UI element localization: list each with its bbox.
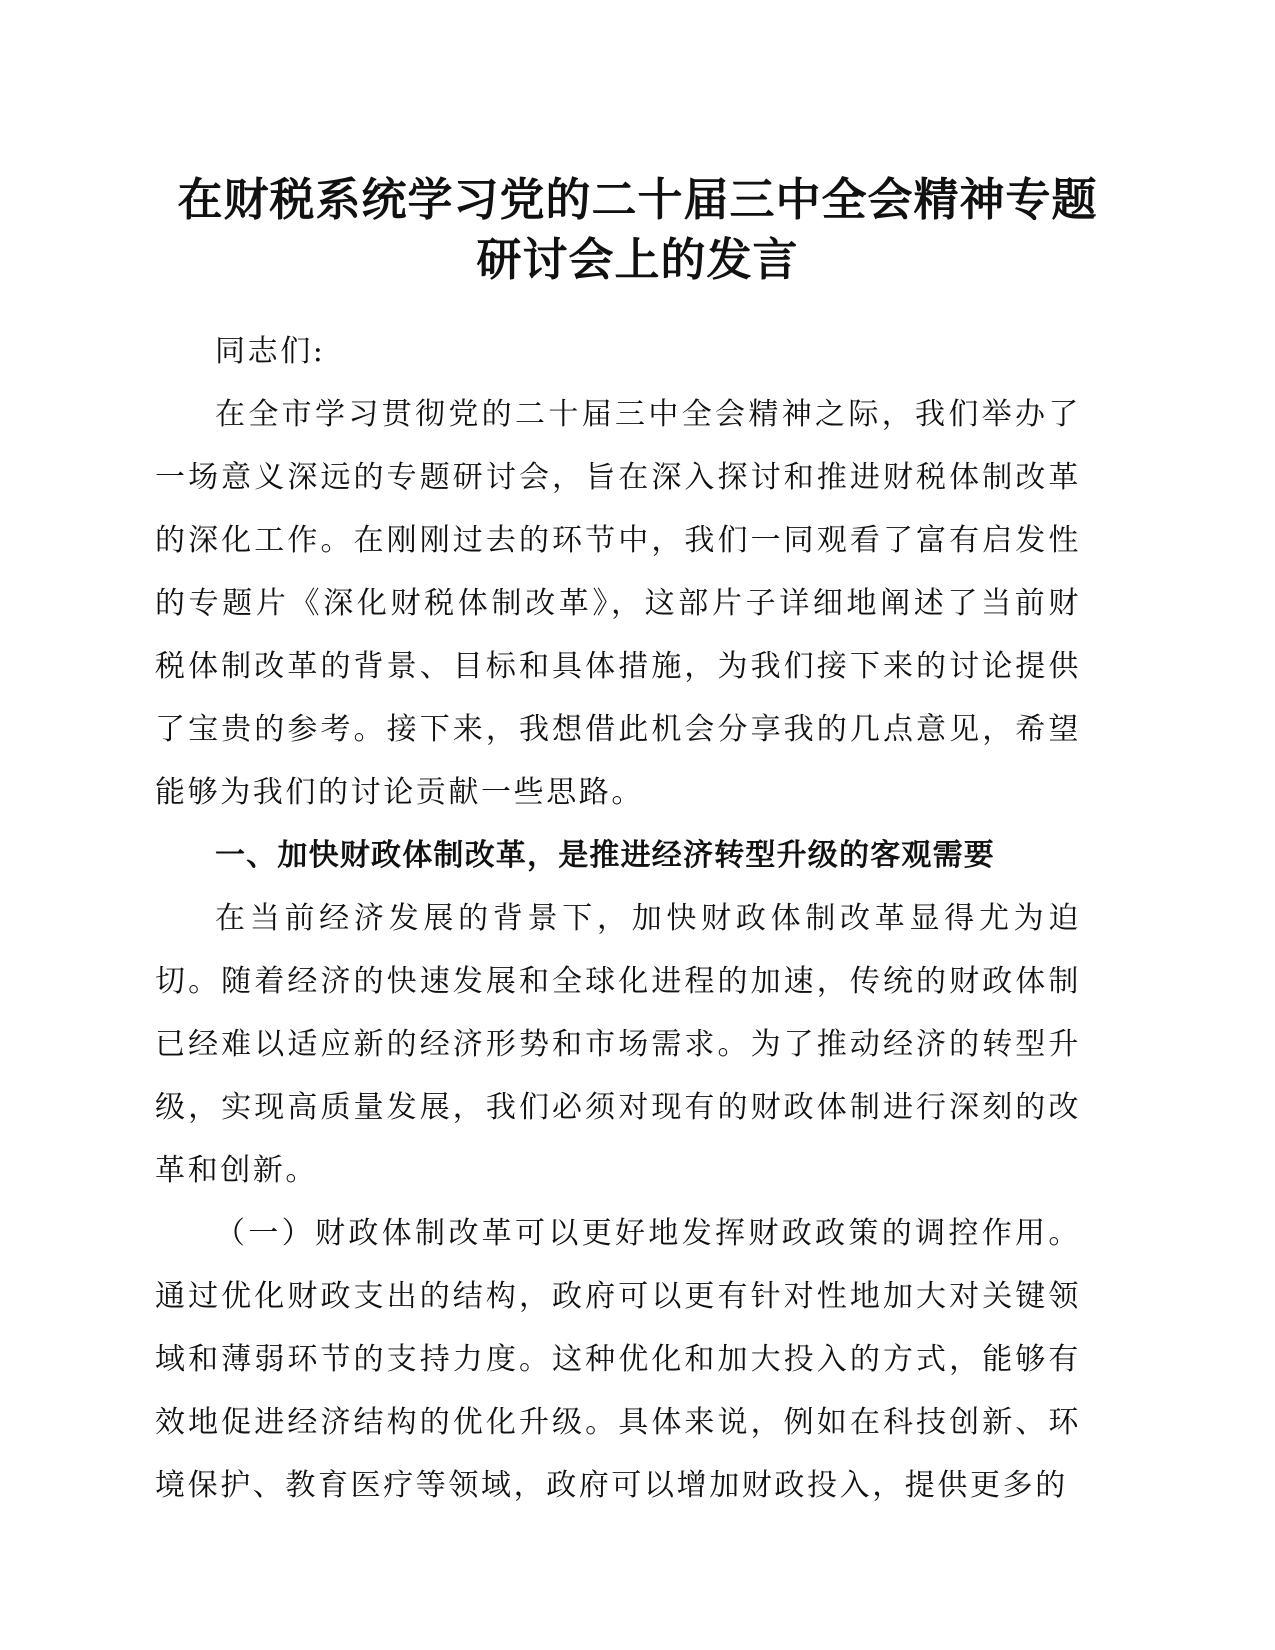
paragraph-subsection-1: （一）财政体制改革可以更好地发挥财政政策的调控作用。通过优化财政支出的结构，政府可以更有针对性地加大对关键领域和薄弱环节的支持力度。这种优化和加大投入的方式，能够有效地促进经济结构的优化升级。具体来说，例如在科技创新、环境保护、教育医疗等领域，政府可以增加财政投入，提供更多的 bbox=[155, 1216, 1081, 1503]
document-body bbox=[155, 320, 1081, 1517]
paragraph-intro: 在全市学习贯彻党的二十届三中全会精神之际，我们举办了一场意义深远的专题研讨会，旨在深入探讨和推进财税体制改革的深化工作。在刚刚过去的环节中，我们一同观看了富有启发性的专题片《深化财税体制改革》，这部片子详细地阐述了当前财税体制改革的背景、目标和具体措施，为我们接下来的讨论提供了宝贵的参考。接下来，我想借此机会分享我的几点意见，希望能够为我们的讨论贡献一些思路。 bbox=[155, 397, 1081, 810]
paragraph-section-1: 在当前经济发展的背景下，加快财政体制改革显得尤为迫切。随着经济的快速发展和全球化进程的加速，传统的财政体制已经难以适应新的经济形势和市场需求。为了推动经济的转型升级，实现高质量发展，我们必须对现有的财政体制进行深刻的改革和创新。 bbox=[155, 901, 1081, 1188]
document-title bbox=[120, 170, 1155, 290]
title-line-2: 研讨会上的发言 bbox=[476, 233, 799, 286]
title-line-1: 在财税系统学习党的二十届三中全会精神专题 bbox=[177, 173, 1098, 226]
section-heading-1: 一、加快财政体制改革，是推进经济转型升级的客观需要 bbox=[215, 838, 995, 873]
salutation: 同志们: bbox=[215, 334, 326, 369]
